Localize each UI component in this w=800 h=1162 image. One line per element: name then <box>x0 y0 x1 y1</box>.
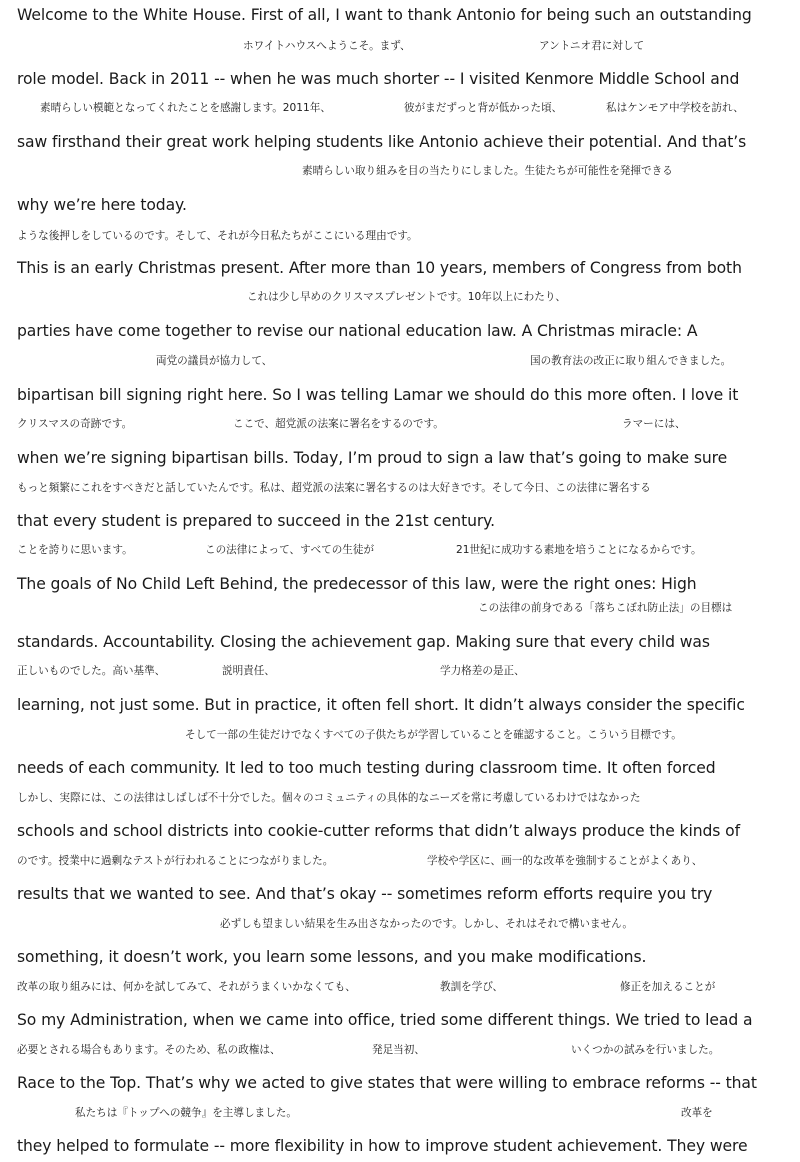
japanese-translation-line <box>0 542 800 562</box>
japanese-segment: この法律によって、すべての生徒が <box>205 544 375 556</box>
japanese-translation-line <box>0 100 800 120</box>
japanese-segment: クリスマスの奇跡です。 <box>17 418 133 430</box>
japanese-segment: 私たちは『トップへの競争』を主導しました。 <box>75 1107 297 1119</box>
japanese-segment: 修正を加えることが <box>620 981 716 993</box>
english-line: they helped to formulate -- more flexibility in how to improve student achievement. They were <box>17 1137 748 1155</box>
japanese-translation-line <box>0 353 800 373</box>
japanese-segment: 両党の議員が協力して、 <box>156 355 273 367</box>
japanese-segment: 学校や学区に、画一的な改革を強制することがよくあり、 <box>427 855 703 867</box>
japanese-segment: これは少し早めのクリスマスプレゼントです。10年以上にわたり、 <box>247 291 567 303</box>
japanese-segment: 必ずしも望ましい結果を生み出さなかったのです。しかし、それはそれで構いません。 <box>220 918 633 930</box>
japanese-segment: のです。授業中に過剰なテストが行われることにつながりました。 <box>17 855 334 867</box>
japanese-segment: ホワイトハウスへようこそ。まず、 <box>243 40 411 52</box>
japanese-translation-line <box>0 790 800 810</box>
japanese-segment: 必要とされる場合もあります。そのため、私の政権は、 <box>17 1044 281 1056</box>
english-line: saw firsthand their great work helping students like Antonio achieve their potential. And that’s <box>17 133 747 151</box>
japanese-segment: ような後押しをしているのです。そして、それが今日私たちがここにいる理由です。 <box>17 230 418 242</box>
english-line: when we’re signing bipartisan bills. Today, I’m proud to sign a law that’s going to make sure <box>17 449 728 467</box>
japanese-translation-line <box>0 853 800 873</box>
japanese-translation-line <box>0 600 800 620</box>
japanese-translation-line <box>0 979 800 999</box>
japanese-segment: そして一部の生徒だけでなくすべての子供たちが学習していることを確認すること。こういう目標です。 <box>185 729 682 741</box>
japanese-segment: 正しいものでした。高い基準、 <box>17 665 166 677</box>
english-line: parties have come together to revise our national education law. A Christmas miracle: A <box>17 322 698 340</box>
english-line: that every student is prepared to succeed in the 21st century. <box>17 512 495 530</box>
japanese-segment: ことを誇りに思います。 <box>17 544 133 556</box>
english-line: learning, not just some. But in practice, it often fell short. It didn’t always consider the specific <box>17 696 745 714</box>
japanese-segment: 改革を <box>681 1107 713 1119</box>
japanese-translation-line <box>0 916 800 936</box>
japanese-translation-line <box>0 1042 800 1062</box>
english-line: role model. Back in 2011 -- when he was much shorter -- I visited Kenmore Middle School and <box>17 70 740 88</box>
japanese-segment: しかし、実際には、この法律はしばしば不十分でした。個々のコミュニティの具体的なニーズを常に考慮しているわけではなかった <box>17 792 641 804</box>
japanese-segment: ラマーには、 <box>622 418 686 430</box>
japanese-segment: 発足当初、 <box>372 1044 425 1056</box>
japanese-segment: 素晴らしい模範となってくれたことを感謝します。2011年、 <box>40 102 331 114</box>
japanese-segment: 教訓を学び、 <box>440 981 504 993</box>
english-line: schools and school districts into cookie-cutter reforms that didn’t always produce the kinds of <box>17 822 741 840</box>
english-line: standards. Accountability. Closing the achievement gap. Making sure that every child was <box>17 633 710 651</box>
english-line: Welcome to the White House. First of all, I want to thank Antonio for being such an outstanding <box>17 6 752 24</box>
japanese-segment: 改革の取り組みには、何かを試してみて、それがうまくいかなくても、 <box>17 981 356 993</box>
english-line: why we’re here today. <box>17 196 187 214</box>
japanese-segment: 学力格差の是正、 <box>440 665 525 677</box>
japanese-translation-line <box>0 663 800 683</box>
english-line: The goals of No Child Left Behind, the predecessor of this law, were the right ones: High <box>17 575 697 593</box>
japanese-translation-line <box>0 289 800 309</box>
japanese-segment: もっと頻繁にこれをすべきだと話していたんです。私は、超党派の法案に署名するのは大好きです。そして今日、この法律に署名する <box>17 482 651 494</box>
english-line: needs of each community. It led to too much testing during classroom time. It often forced <box>17 759 716 777</box>
japanese-segment: いくつかの試みを行いました。 <box>571 1044 720 1056</box>
english-line: results that we wanted to see. And that’s okay -- sometimes reform efforts require you try <box>17 885 713 903</box>
japanese-translation-line <box>0 228 800 248</box>
japanese-segment: 21世紀に成功する素地を培うことになるからです。 <box>456 544 702 556</box>
english-line: bipartisan bill signing right here. So I was telling Lamar we should do this more often. I love it <box>17 386 739 404</box>
japanese-segment: 私はケンモア中学校を訪れ、 <box>606 102 744 114</box>
japanese-segment: ここで、超党派の法案に署名をするのです。 <box>233 418 444 430</box>
japanese-translation-line <box>0 727 800 747</box>
japanese-segment: 国の教育法の改正に取り組んできました。 <box>530 355 732 367</box>
japanese-segment: この法律の前身である「落ちこぼれ防止法」の目標は <box>478 602 733 614</box>
japanese-segment: 彼がまだずっと背が低かった頃、 <box>404 102 563 114</box>
english-line: Race to the Top. That’s why we acted to give states that were willing to embrace reforms -- that <box>17 1074 757 1092</box>
japanese-segment: アントニオ君に対して <box>539 40 645 52</box>
english-line: So my Administration, when we came into office, tried some different things. We tried to lead a <box>17 1011 753 1029</box>
japanese-segment: 説明責任、 <box>222 665 275 677</box>
japanese-translation-line <box>0 416 800 436</box>
english-line: This is an early Christmas present. After more than 10 years, members of Congress from both <box>17 259 742 277</box>
english-line: something, it doesn’t work, you learn some lessons, and you make modifications. <box>17 948 647 966</box>
japanese-translation-line <box>0 38 800 58</box>
japanese-translation-line <box>0 1105 800 1125</box>
japanese-translation-line <box>0 163 800 183</box>
japanese-segment: 素晴らしい取り組みを目の当たりにしました。生徒たちが可能性を発揮できる <box>302 165 673 177</box>
japanese-translation-line <box>0 480 800 500</box>
